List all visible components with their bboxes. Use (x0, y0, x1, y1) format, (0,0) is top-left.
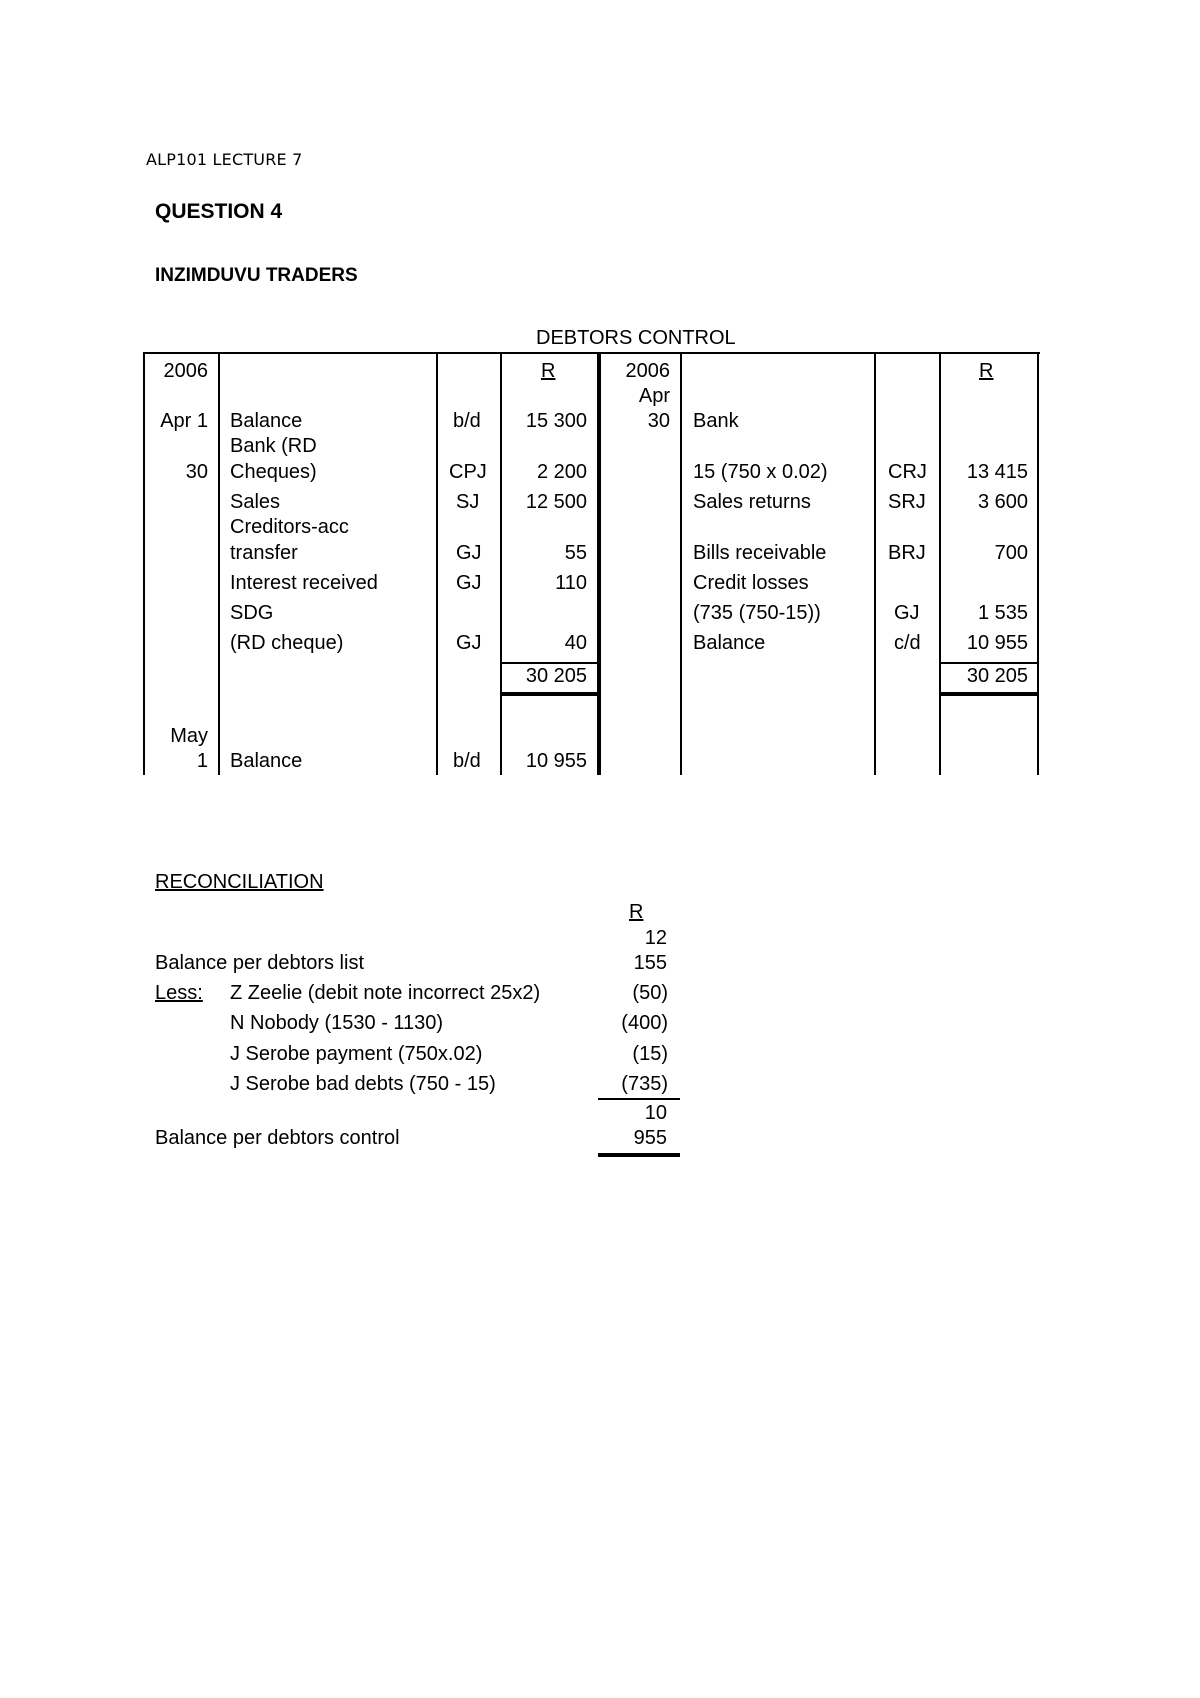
debit-total-double-rule (500, 692, 598, 696)
ledger-divider (874, 352, 876, 775)
debit-row-fol: GJ (456, 572, 482, 594)
credit-currency: R (979, 360, 994, 382)
debit-row-details: transfer (230, 542, 298, 564)
credit-month: Apr (638, 385, 670, 407)
debit-row-details: Creditors-acc (230, 516, 349, 538)
debit-row-fol: SJ (456, 491, 480, 513)
credit-total-double-rule (939, 692, 1039, 696)
credit-row-fol: c/d (894, 632, 921, 654)
debit-closing-amount: 10 955 (525, 750, 587, 772)
ledger-divider (680, 352, 682, 775)
debit-row-details: Bank (RD (230, 435, 317, 457)
debit-row-details: Cheques) (230, 461, 317, 483)
credit-row-fol: SRJ (888, 491, 926, 513)
credit-row-amount: 700 (994, 542, 1028, 564)
question-heading: QUESTION 4 (155, 200, 283, 223)
reconciliation-opening-amount-line1: 12 (644, 927, 667, 949)
credit-row-amount: 10 955 (966, 632, 1028, 654)
credit-row-amount: 13 415 (966, 461, 1028, 483)
reconciliation-item-amount: (50) (632, 982, 668, 1004)
company-name: INZIMDUVU TRADERS (155, 265, 358, 286)
debit-row-fol: GJ (456, 542, 482, 564)
reconciliation-item-amount: (15) (632, 1043, 668, 1065)
debit-row-details: SDG (230, 602, 274, 624)
ledger-left-border (143, 352, 145, 775)
debit-row-date: 30 (185, 461, 208, 483)
debit-row-amount: 12 500 (525, 491, 587, 513)
reconciliation-subtotal-rule (598, 1098, 680, 1100)
reconciliation-opening-amount-line2: 155 (633, 952, 667, 974)
debit-row-details: Interest received (230, 572, 378, 594)
reconciliation-opening-label: Balance per debtors list (155, 952, 365, 974)
reconciliation-closing-amount-line2: 955 (633, 1127, 667, 1149)
ledger-right-border (1037, 352, 1039, 775)
debit-row-details: Balance (230, 410, 303, 432)
debit-closing-month: May (170, 725, 208, 747)
credit-row-fol: GJ (894, 602, 920, 624)
debit-currency: R (541, 360, 556, 382)
credit-row-date: 30 (647, 410, 670, 432)
reconciliation-total-double-rule (598, 1153, 680, 1157)
ledger-divider (218, 352, 220, 775)
debit-row-amount: 55 (564, 542, 587, 564)
debit-closing-day: 1 (196, 750, 208, 772)
credit-row-details: Balance (693, 632, 766, 654)
debit-row-amount: 15 300 (525, 410, 587, 432)
debit-row-fol: GJ (456, 632, 482, 654)
reconciliation-item-label: J Serobe bad debts (750 - 15) (230, 1073, 496, 1095)
credit-total: 30 205 (966, 665, 1028, 687)
credit-row-details: Credit losses (693, 572, 809, 594)
debit-total: 30 205 (525, 665, 587, 687)
credit-row-details: Bank (693, 410, 739, 432)
debit-year: 2006 (163, 360, 208, 382)
reconciliation-title: RECONCILIATION (155, 871, 324, 893)
credit-row-details: 15 (750 x 0.02) (693, 461, 828, 483)
reconciliation-less-label: Less: (155, 982, 203, 1004)
document-header: ALP101 LECTURE 7 (146, 150, 303, 169)
debit-row-date: Apr 1 (160, 410, 208, 432)
credit-row-fol: CRJ (888, 461, 927, 483)
debit-row-amount: 40 (564, 632, 587, 654)
ledger-divider (436, 352, 438, 775)
credit-row-details: Bills receivable (693, 542, 827, 564)
reconciliation-closing-label: Balance per debtors control (155, 1127, 400, 1149)
reconciliation-item-label: J Serobe payment (750x.02) (230, 1043, 483, 1065)
debit-row-fol: CPJ (449, 461, 487, 483)
credit-row-details: (735 (750-15)) (693, 602, 821, 624)
debit-closing-fol: b/d (453, 750, 481, 772)
debit-row-details: (RD cheque) (230, 632, 344, 654)
reconciliation-item-amount: (735) (621, 1073, 668, 1095)
credit-row-fol: BRJ (888, 542, 926, 564)
reconciliation-closing-amount-line1: 10 (644, 1102, 667, 1124)
credit-row-amount: 3 600 (977, 491, 1028, 513)
ledger-top-border (143, 352, 1040, 354)
reconciliation-item-label: N Nobody (1530 - 1130) (230, 1012, 444, 1034)
debit-row-amount: 2 200 (536, 461, 587, 483)
debit-row-amount: 110 (555, 572, 587, 594)
reconciliation-item-amount: (400) (621, 1012, 668, 1034)
credit-year: 2006 (625, 360, 670, 382)
account-title: DEBTORS CONTROL (536, 327, 736, 349)
reconciliation-item-label: Z Zeelie (debit note incorrect 25x2) (230, 982, 541, 1004)
credit-row-amount: 1 535 (977, 602, 1028, 624)
debit-closing-details: Balance (230, 750, 303, 772)
debit-row-fol: b/d (453, 410, 481, 432)
credit-row-details: Sales returns (693, 491, 811, 513)
debit-row-details: Sales (230, 491, 281, 513)
reconciliation-currency: R (629, 901, 644, 923)
